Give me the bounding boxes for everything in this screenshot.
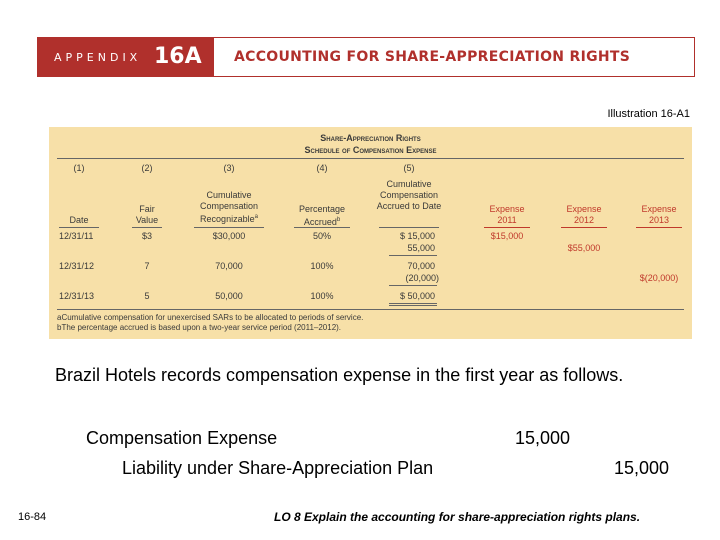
row1-recognizable: $30,000 bbox=[212, 231, 246, 241]
row1-accrued-add: 55,000 bbox=[407, 243, 435, 253]
schedule-title-line2: Schedule of Compensation Expense bbox=[304, 145, 437, 155]
footnote-marker-a: a bbox=[254, 214, 258, 220]
debit-amount: 15,000 bbox=[515, 428, 571, 448]
row3-date: 12/31/13 bbox=[59, 291, 95, 301]
footnote-marker-b: b bbox=[336, 217, 341, 223]
header-rule-date bbox=[59, 227, 99, 228]
learning-objective: LO 8 Explain the accounting for share-appreciation rights plans. bbox=[274, 510, 641, 524]
footnote-b: bThe percentage accrued is based upon a two-year service period (2011–2012). bbox=[57, 323, 342, 332]
col-number-2: (2) bbox=[141, 163, 153, 173]
header-percentage-accrued: Percentage Accrued$^b$ bbox=[298, 204, 346, 227]
credit-account: Liability under Share-Appreciation Plan bbox=[122, 458, 434, 478]
compensation-schedule-panel bbox=[49, 127, 692, 339]
illustration-label: Illustration 16-A1 bbox=[607, 108, 690, 120]
row3-accrued: $ 50,000 bbox=[399, 291, 435, 301]
header-fair-value: Fair Value bbox=[135, 204, 159, 225]
col-number-4: (4) bbox=[316, 163, 328, 173]
header-rule-recognizable bbox=[194, 227, 264, 228]
row2-date: 12/31/12 bbox=[59, 261, 95, 271]
header-expense-2013: Expense 2013 bbox=[641, 204, 677, 225]
body-paragraph: Brazil Hotels records compensation expense in the first year as follows. bbox=[55, 365, 624, 385]
row2-fair-value: 7 bbox=[144, 261, 150, 271]
credit-amount: 15,000 bbox=[614, 458, 670, 478]
schedule-title-line1: Share-Appreciation Rights bbox=[320, 133, 421, 143]
row3-recognizable: 50,000 bbox=[215, 291, 243, 301]
header-expense-2012: Expense 2012 bbox=[566, 204, 602, 225]
appendix-label-block bbox=[38, 38, 214, 76]
row3-accrued-rule-2 bbox=[389, 305, 437, 306]
schedule-top-rule bbox=[57, 158, 684, 159]
header-rule-percentage bbox=[294, 227, 350, 228]
header-expense-2011: Expense 2011 bbox=[489, 204, 525, 225]
row1-percentage: 50% bbox=[312, 231, 331, 241]
row1-date: 12/31/11 bbox=[59, 231, 94, 241]
header-cumulative-recognizable: Cumulative Compensation Recognizable$^a$ bbox=[199, 190, 259, 224]
appendix-banner bbox=[37, 37, 695, 77]
header-cumulative-accrued: Cumulative Compensation Accrued to Date bbox=[376, 179, 442, 211]
row3-fair-value: 5 bbox=[144, 291, 150, 301]
row2-percentage: 100% bbox=[310, 261, 334, 271]
slide-number: 16-84 bbox=[18, 511, 47, 523]
row3-percentage: 100% bbox=[310, 291, 334, 301]
debit-account: Compensation Expense bbox=[86, 428, 278, 448]
row1-fair-value: $3 bbox=[141, 231, 152, 241]
row2-accrued-rule bbox=[389, 285, 437, 286]
banner-title: ACCOUNTING FOR SHARE-APPRECIATION RIGHTS bbox=[234, 49, 631, 65]
row2-accrued-add: (20,000) bbox=[405, 273, 439, 283]
row1-expense-2011: $15,000 bbox=[490, 231, 524, 241]
row2-accrued: 70,000 bbox=[407, 261, 435, 271]
col-number-5: (5) bbox=[403, 163, 415, 173]
header-rule-2011 bbox=[484, 227, 530, 228]
appendix-word: APPENDIX bbox=[54, 51, 142, 64]
header-date: Date bbox=[69, 215, 89, 225]
schedule-bottom-rule bbox=[57, 309, 684, 310]
header-rule-accrued bbox=[379, 227, 439, 228]
row1-accrued-rule bbox=[389, 255, 437, 256]
footnote-a: aCumulative compensation for unexercised SARs to be allocated to periods of service. bbox=[57, 313, 364, 322]
row1-expense-2012: $55,000 bbox=[567, 243, 601, 253]
row2-recognizable: 70,000 bbox=[215, 261, 243, 271]
header-rule-2012 bbox=[561, 227, 607, 228]
row1-accrued: $ 15,000 bbox=[399, 231, 435, 241]
row3-accrued-rule-1 bbox=[389, 303, 437, 304]
col-number-1: (1) bbox=[73, 163, 85, 173]
header-rule-2013 bbox=[636, 227, 682, 228]
row2-expense-2013: $(20,000) bbox=[639, 273, 679, 283]
header-rule-fair-value bbox=[132, 227, 162, 228]
appendix-number: 16A bbox=[154, 44, 202, 69]
col-number-3: (3) bbox=[223, 163, 235, 173]
